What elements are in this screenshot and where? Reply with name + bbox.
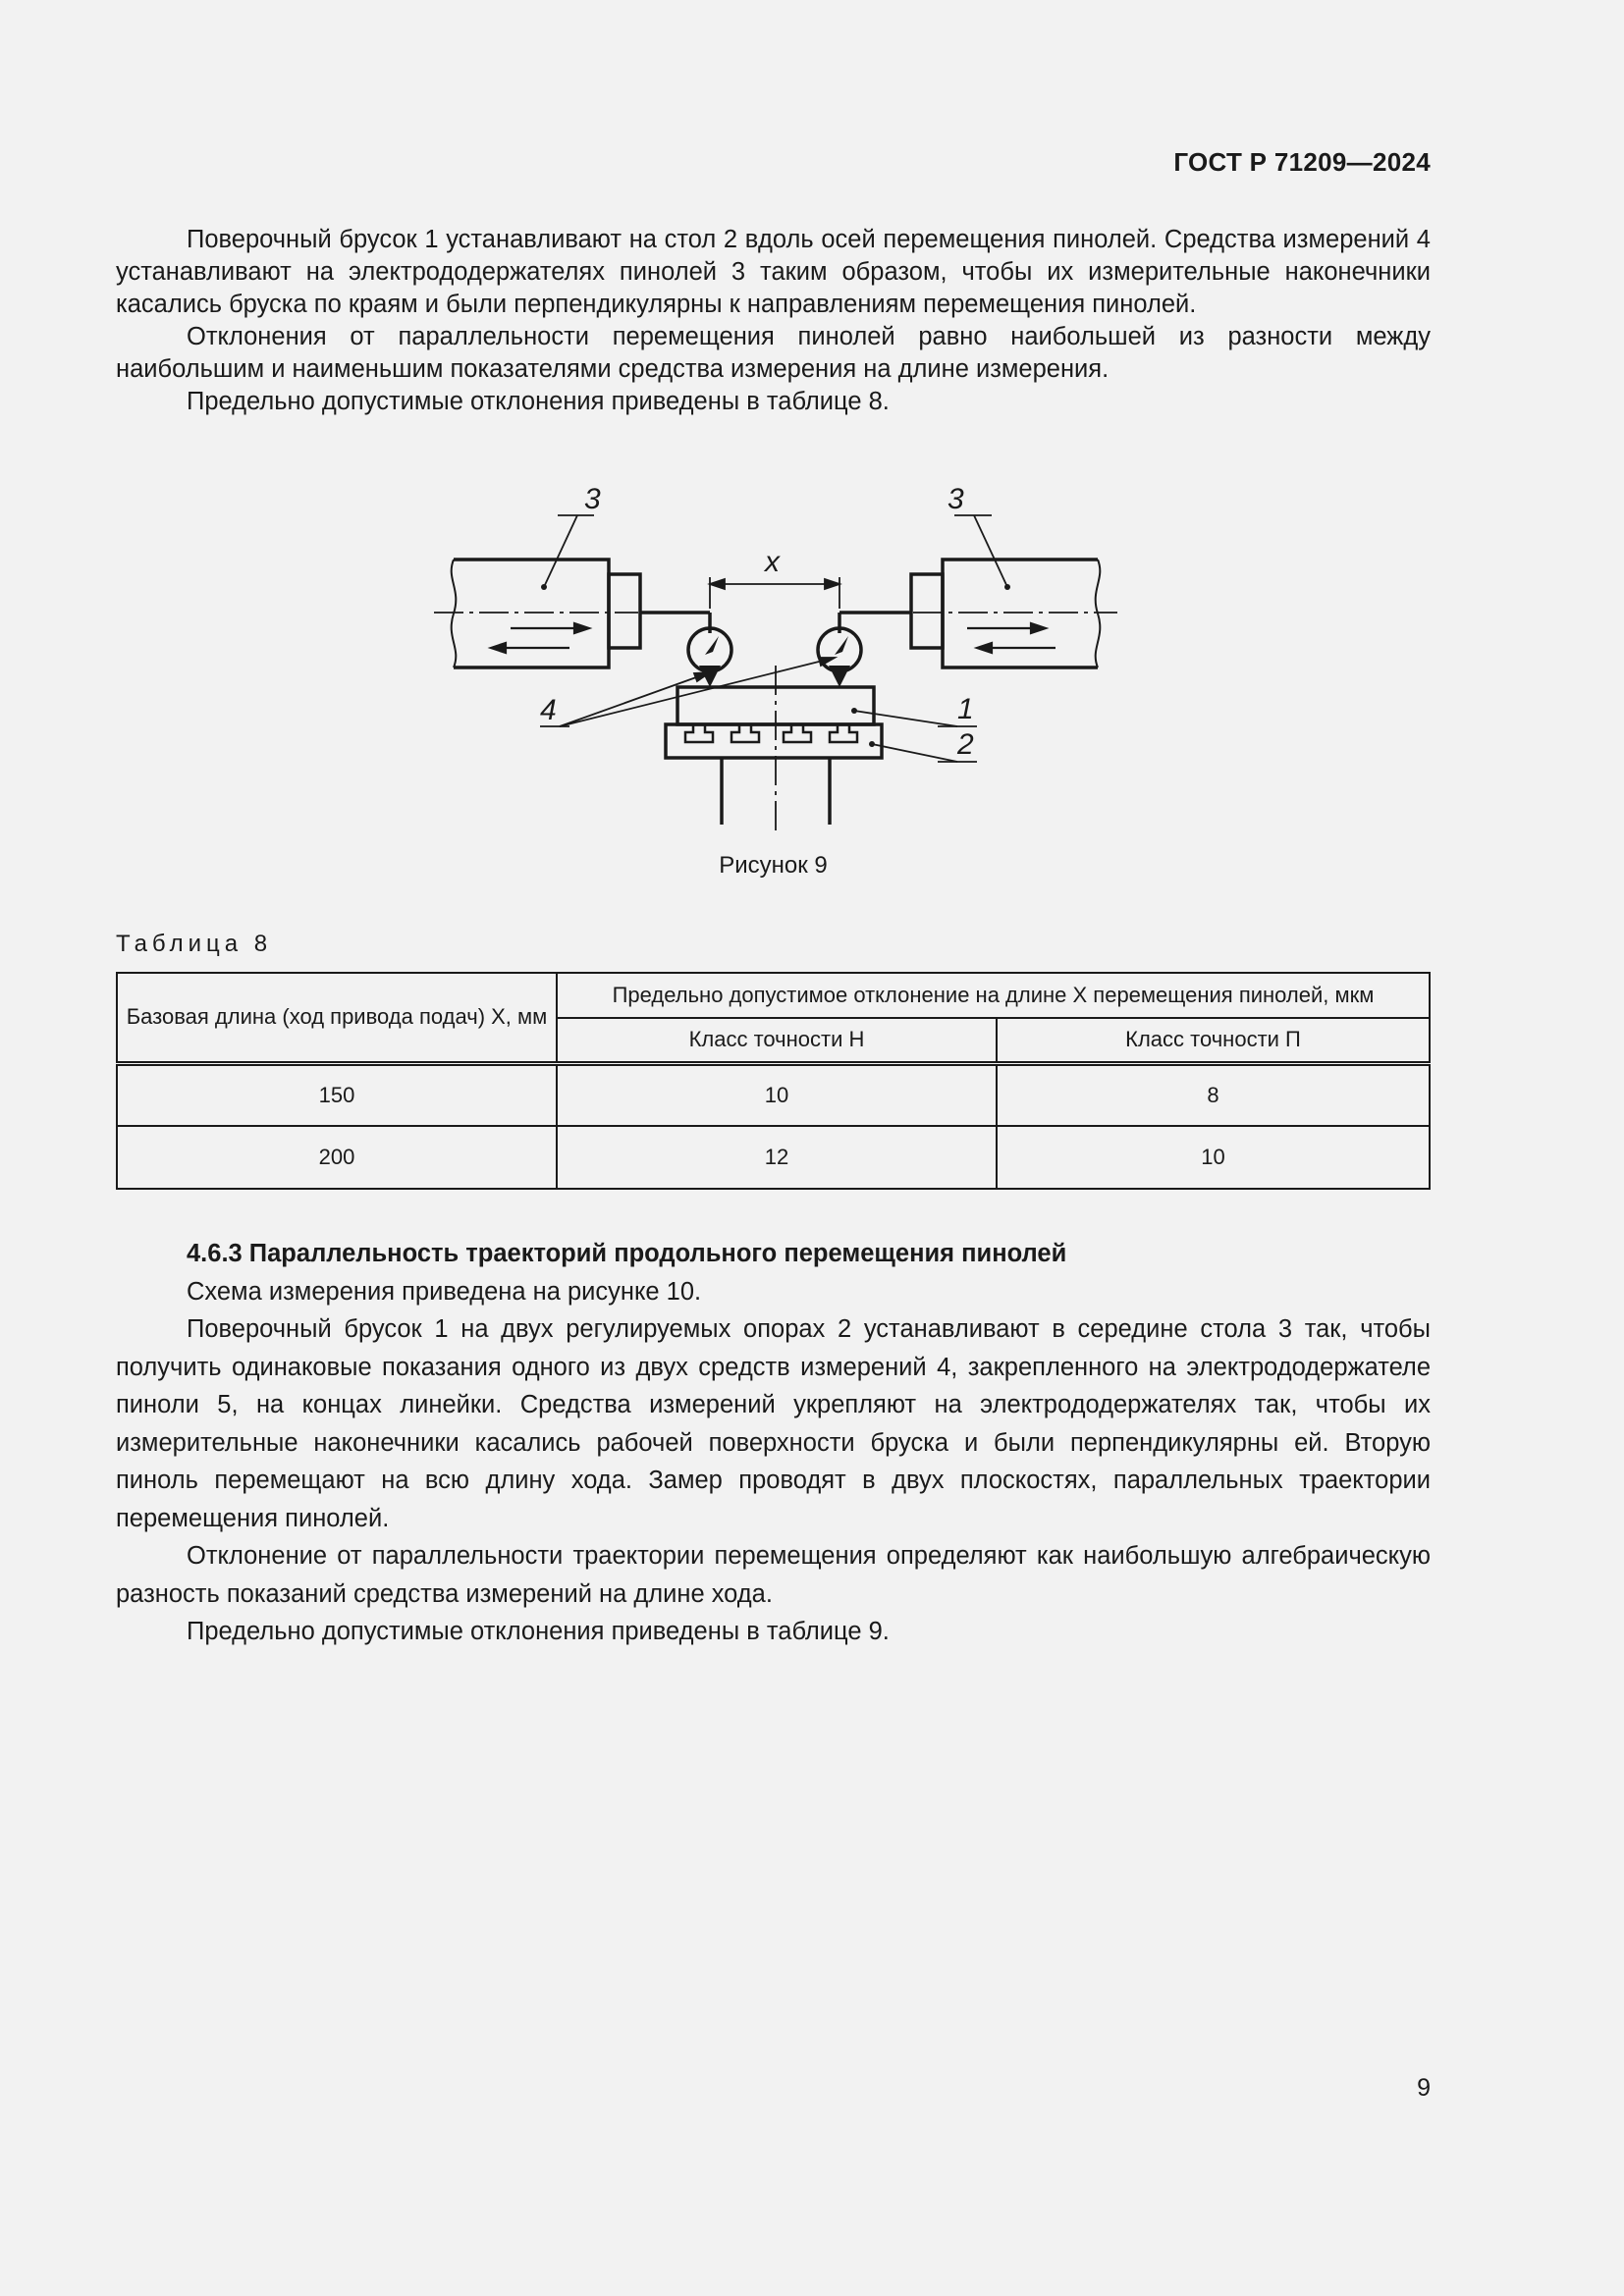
- paragraph: Поверочный брусок 1 на двух регулируемых опорах 2 устанавливают в середине стола 3 так, чтобы получить одинаковые показания одного из двух средств измерений 4, закрепленного на электрододержателе пиноли 5, на концах линейки. Средства измерений укрепляют на электрододержателях так, чтобы их измерительные наконечники касались рабочей поверхности бруска и были перпендикулярны ей. Вторую пиноль перемещают на всю длину хода. Замер проводят в двух плоскостях, параллельных траектории перемещения пинолей.: [116, 1315, 1431, 1532]
- cell-class-h: 10: [557, 1063, 997, 1126]
- paragraph: Предельно допустимые отклонения приведены в таблице 9.: [187, 1618, 890, 1645]
- label-gauge: 4: [540, 694, 557, 726]
- paragraph: Предельно допустимые отклонения приведены в таблице 8.: [187, 388, 890, 415]
- col-header-class-p: Класс точности П: [997, 1018, 1430, 1063]
- paragraph: Отклонение от параллельности траектории перемещения определяют как наибольшую алгебраическую разность показаний средства измерений на длине хода.: [116, 1542, 1431, 1608]
- col-header-class-h: Класс точности Н: [557, 1018, 997, 1063]
- col-header-base: Базовая длина (ход привода подач) X, мм: [117, 973, 557, 1063]
- cell-base: 200: [117, 1126, 557, 1189]
- right-pinol-body: [943, 560, 1098, 667]
- label-table: 2: [957, 728, 974, 761]
- label-pinol-right: 3: [947, 483, 964, 515]
- table-row: [117, 1126, 1430, 1189]
- left-pinol-body: [454, 560, 609, 667]
- section-4-6-3: [116, 1235, 1431, 1651]
- figure-caption: Рисунок 9: [719, 852, 828, 879]
- right-electrode-holder: [911, 574, 943, 648]
- cell-class-h: 12: [557, 1126, 997, 1189]
- cell-class-p: 10: [997, 1126, 1430, 1189]
- intro-text: [116, 224, 1431, 418]
- measurement-scheme: [432, 471, 1119, 854]
- label-dimension-x: x: [765, 546, 780, 578]
- col-header-group: Предельно допустимое отклонение на длине X перемещения пинолей, мкм: [557, 973, 1430, 1018]
- table-8: [116, 972, 1431, 1190]
- page-number: 9: [1417, 2074, 1431, 2102]
- right-gauge-tip: [829, 666, 850, 687]
- paragraph: Поверочный брусок 1 устанавливают на стол 2 вдоль осей перемещения пинолей. Средства измерений 4 устанавливают на электрододержателях пинолей 3 таким образом, чтобы их измерительные наконечники касались бруска по краям и были перпендикулярны к направлениям перемещения пинолей.: [116, 226, 1431, 318]
- paragraph: Схема измерения приведена на рисунке 10.: [187, 1277, 702, 1306]
- cell-class-p: 8: [997, 1063, 1430, 1126]
- section-heading: 4.6.3 Параллельность траекторий продольного перемещения пинолей: [187, 1240, 1067, 1267]
- table-title: Таблица 8: [116, 931, 273, 957]
- figure-9-diagram: [432, 471, 1119, 854]
- label-bar: 1: [957, 693, 974, 725]
- document-id: ГОСТ Р 71209—2024: [1173, 147, 1431, 177]
- cell-base: 150: [117, 1063, 557, 1126]
- label-pinol-left: 3: [584, 483, 601, 515]
- paragraph: Отклонения от параллельности перемещения пинолей равно наибольшей из разности между наибольшим и наименьшим показателями средства измерения на длине измерения.: [116, 323, 1431, 383]
- table-row: [117, 1063, 1430, 1126]
- left-electrode-holder: [609, 574, 640, 648]
